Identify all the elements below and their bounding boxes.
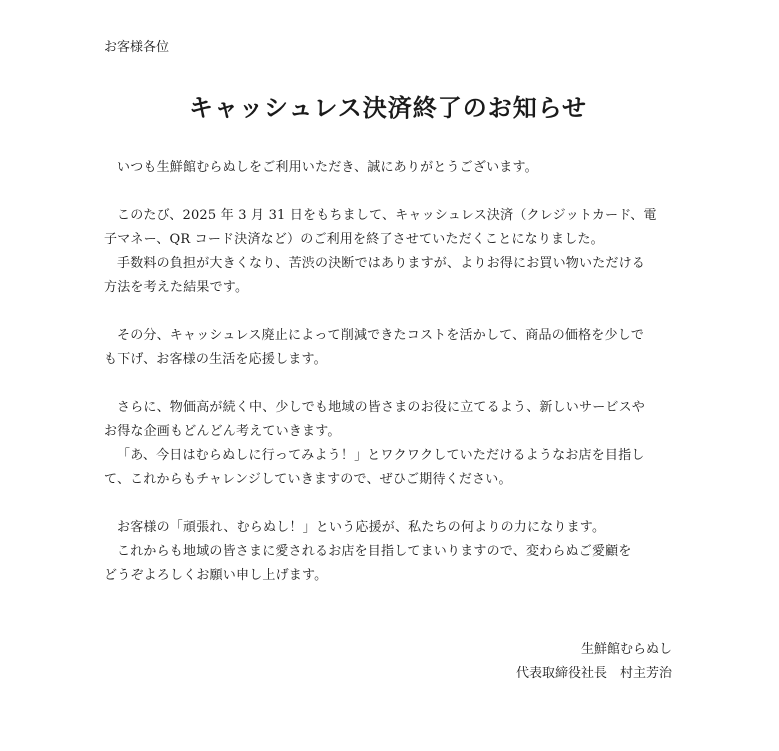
body-line: このたび、2025 年 3 月 31 日をもちまして、キャッシュレス決済（クレジットカード、電 [117, 208, 657, 223]
paragraph-announcement [104, 204, 672, 300]
body-line: これからも地域の皆さまに愛されるお店を目指してまいりますので、変わらぬご愛顧を [117, 544, 632, 559]
paragraph-closing [104, 516, 672, 588]
body-line: 「あ、今日はむらぬしに行ってみよう！」とワクワクしていただけるようなお店を目指し [117, 448, 645, 463]
signature-representative: 代表取締役社長 村主芳治 [515, 666, 672, 681]
notice-title: キャッシュレス決済終了のお知らせ [188, 93, 588, 122]
paragraph-new-services [104, 396, 672, 492]
signature-store-name: 生鮮館むらぬし [580, 642, 672, 657]
body-line: お得な企画もどんどん考えていきます。 [104, 424, 341, 439]
body-line: 手数料の負担が大きくなり、苦渋の決断ではありますが、よりお得にお買い物いただける [117, 256, 646, 271]
paragraph-greeting [104, 156, 672, 180]
notice-body [104, 156, 672, 588]
paragraph-price-benefit [104, 324, 672, 372]
body-line: て、これからもチャレンジしていきますので、ぜひご期待ください。 [104, 472, 512, 487]
salutation: お客様各位 [104, 40, 170, 55]
body-line: その分、キャッシュレス廃止によって削減できたコストを活かして、商品の価格を少しで [117, 328, 645, 343]
body-line: さらに、物価高が続く中、少しでも地域の皆さまのお役に立てるよう、新しいサービスや [117, 400, 646, 415]
signature-block [516, 638, 672, 686]
body-line: 方法を考えた結果です。 [104, 280, 249, 295]
body-line: お客様の「頑張れ、むらぬし！」という応援が、私たちの何よりの力になります。 [117, 520, 606, 535]
body-line: どうぞよろしくお願い申し上げます。 [104, 568, 328, 583]
body-line: 子マネー、QR コード決済など）のご利用を終了させていただくことになりました。 [104, 232, 604, 247]
body-line: いつも生鮮館むらぬしをご利用いただき、誠にありがとうございます。 [117, 160, 538, 175]
body-line: も下げ、お客様の生活を応援します。 [104, 352, 327, 367]
